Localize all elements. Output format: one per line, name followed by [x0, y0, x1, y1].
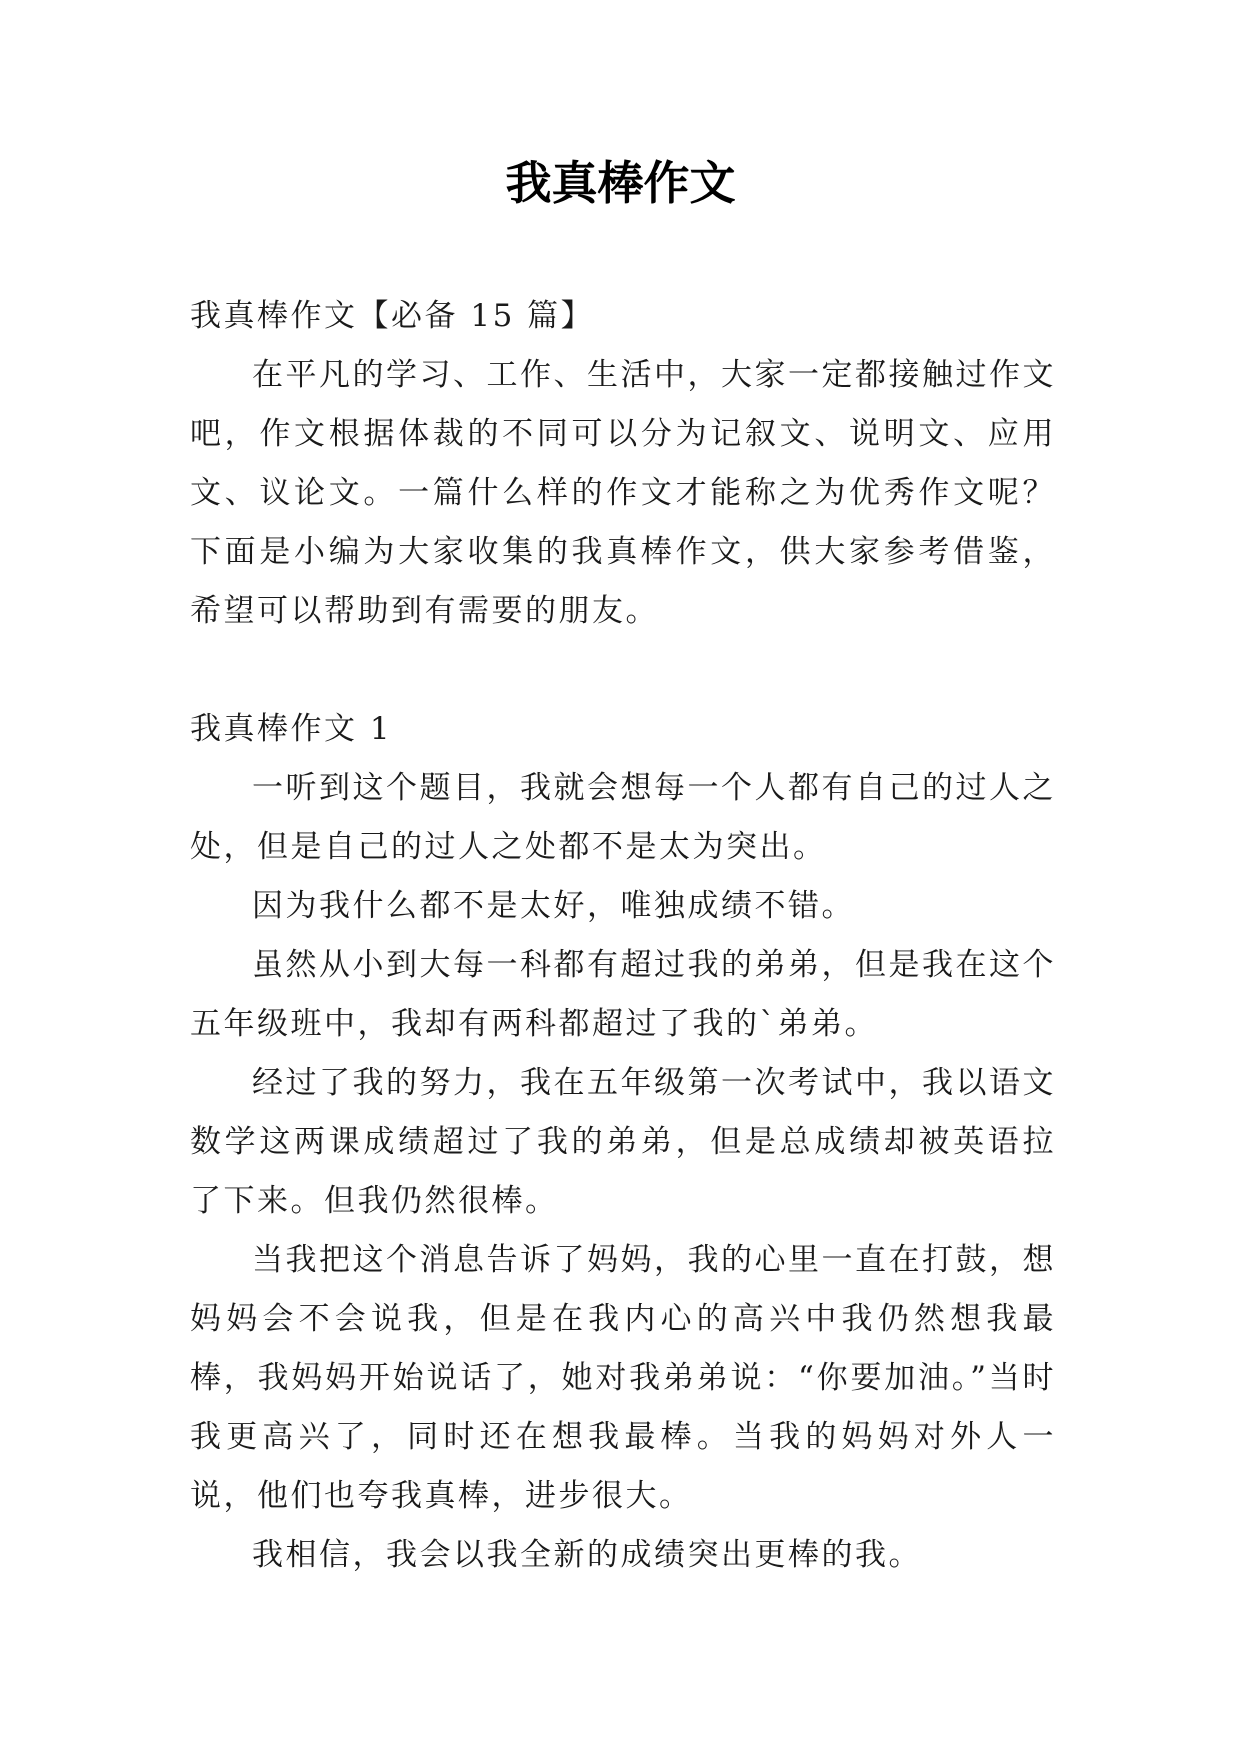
body-paragraph: 虽然从小到大每一科都有超过我的弟弟，但是我在这个五年级班中，我却有两科都超过了我的`弟弟。 [190, 947, 1056, 1042]
document-title: 我真棒作文 [505, 156, 736, 210]
body-paragraph: 我相信，我会以我全新的成绩突出更棒的我。 [252, 1537, 922, 1573]
document-subtitle: 我真棒作文【必备 15 篇】 [190, 298, 595, 334]
document-body [190, 287, 1056, 1585]
body-paragraph: 因为我什么都不是太好，唯独成绩不错。 [252, 888, 855, 924]
body-paragraph: 一听到这个题目，我就会想每一个人都有自己的过人之处，但是自己的过人之处都不是太为突出。 [190, 770, 1056, 865]
body-paragraph: 经过了我的努力，我在五年级第一次考试中，我以语文数学这两课成绩超过了我的弟弟，但是总成绩却被英语拉了下来。但我仍然很棒。 [190, 1065, 1056, 1219]
section-spacer [190, 641, 1056, 700]
intro-paragraph: 在平凡的学习、工作、生活中，大家一定都接触过作文吧，作文根据体裁的不同可以分为记叙文、说明文、应用文、议论文。一篇什么样的作文才能称之为优秀作文呢？下面是小编为大家收集的我真棒作文，供大家参考借鉴，希望可以帮助到有需要的朋友。 [190, 357, 1056, 629]
section-heading: 我真棒作文 1 [190, 711, 393, 747]
body-paragraph: 当我把这个消息告诉了妈妈，我的心里一直在打鼓，想妈妈会不会说我，但是在我内心的高兴中我仍然想我最棒，我妈妈开始说话了，她对我弟弟说：“你要加油。”当时我更高兴了，同时还在想我最棒。当我的妈妈对外人一说，他们也夸我真棒，进步很大。 [190, 1242, 1056, 1514]
